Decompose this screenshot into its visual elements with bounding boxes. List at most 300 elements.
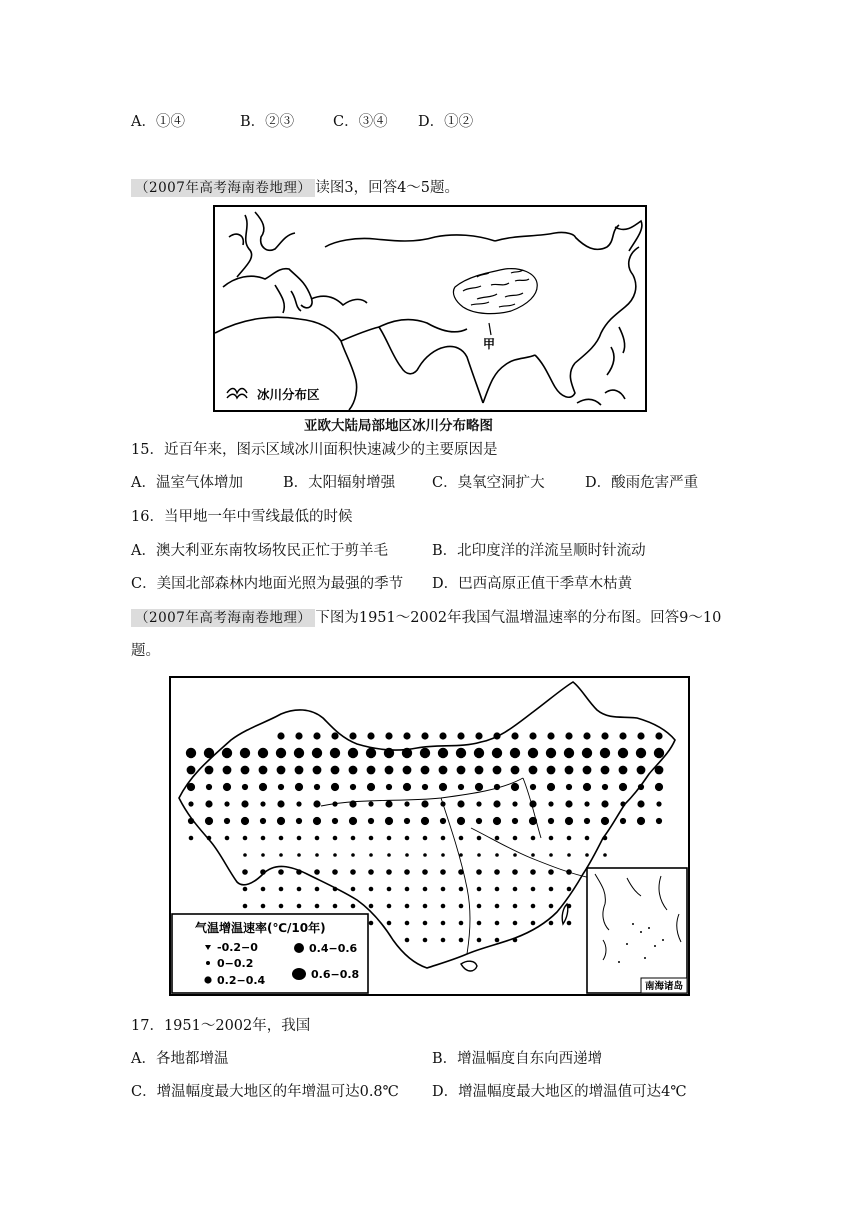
- warming-dot: [241, 800, 248, 807]
- warming-dot: [565, 800, 572, 807]
- warming-dot: [531, 853, 535, 857]
- warming-dot: [421, 817, 429, 825]
- warming-dot: [331, 732, 338, 739]
- q17-stem: 17．1951～2002年，我国: [131, 1018, 311, 1034]
- warming-dot: [441, 938, 446, 943]
- warming-dot: [475, 783, 483, 791]
- warming-dot: [187, 766, 196, 775]
- warming-dot: [584, 818, 590, 824]
- warming-dot: [585, 836, 590, 841]
- legend-symbol-3: [204, 976, 211, 983]
- warming-dot: [405, 921, 410, 926]
- warming-dot: [277, 817, 285, 825]
- warming-dot: [492, 748, 502, 758]
- q15-option-b: B．太阳辐射增强: [283, 475, 396, 491]
- warming-dot: [330, 748, 340, 758]
- warming-dot: [513, 836, 518, 841]
- warming-dot: [548, 818, 554, 824]
- warming-dot: [332, 801, 337, 806]
- warming-dot: [312, 748, 322, 758]
- warming-dot: [223, 783, 231, 791]
- warming-dot: [459, 904, 464, 909]
- warming-dot: [204, 748, 214, 758]
- legend-label-3: 0.2−0.4: [217, 974, 266, 987]
- warming-dot: [513, 853, 517, 857]
- warming-dot: [260, 869, 266, 875]
- warming-dot: [531, 904, 536, 909]
- warming-dot: [601, 732, 608, 739]
- warming-dot: [366, 748, 376, 758]
- warming-dot: [549, 836, 554, 841]
- warming-dot: [385, 800, 392, 807]
- warming-dot: [423, 904, 428, 909]
- legend-label-4: 0.4−0.6: [309, 942, 358, 955]
- warming-dot: [278, 869, 284, 875]
- warming-dot: [477, 921, 482, 926]
- warming-dot: [421, 800, 428, 807]
- warming-dot: [440, 869, 446, 875]
- warming-dot: [386, 784, 392, 790]
- warming-dot: [240, 748, 250, 758]
- legend-symbol-4: [294, 943, 304, 953]
- warming-dot: [277, 732, 284, 739]
- warming-dot: [314, 784, 320, 790]
- q16-stem: 16．当甲地一年中雪线最低的时候: [131, 509, 353, 525]
- warming-dot: [386, 869, 392, 875]
- warming-dot: [583, 732, 590, 739]
- warming-dot: [603, 836, 608, 841]
- warming-dot: [260, 801, 265, 806]
- warming-dot: [655, 732, 662, 739]
- warming-dot: [296, 801, 301, 806]
- prev-option-a: A．①④: [131, 114, 185, 130]
- warming-dot: [243, 904, 248, 909]
- warming-dot: [387, 921, 392, 926]
- warming-dot: [332, 869, 338, 875]
- warming-dot: [261, 853, 265, 857]
- warming-dot: [188, 818, 194, 824]
- warming-dot: [459, 836, 464, 841]
- warming-dot: [367, 783, 375, 791]
- warming-dot: [530, 784, 536, 790]
- q17-option-c: C．增温幅度最大地区的年增温可达0.8℃: [131, 1084, 399, 1100]
- warming-dot: [295, 732, 302, 739]
- warming-dot: [369, 887, 374, 892]
- warming-dot: [493, 800, 500, 807]
- warming-dot: [422, 784, 428, 790]
- warming-dot: [619, 732, 626, 739]
- warming-dot: [224, 801, 229, 806]
- warming-dot: [495, 887, 500, 892]
- warming-rate-map: [169, 676, 690, 996]
- warming-dot: [297, 836, 302, 841]
- warming-dot: [313, 732, 320, 739]
- warming-dot: [493, 766, 502, 775]
- warming-dot: [618, 748, 628, 758]
- warming-dot: [513, 921, 518, 926]
- warming-dot: [404, 801, 409, 806]
- warming-dot: [224, 818, 230, 824]
- warming-dot: [439, 732, 446, 739]
- warming-dot: [512, 869, 518, 875]
- warming-dot: [423, 836, 428, 841]
- warming-dot: [423, 938, 428, 943]
- warming-dot: [638, 784, 644, 790]
- warming-dot: [477, 904, 482, 909]
- warming-dot: [260, 818, 266, 824]
- warming-dot: [331, 783, 339, 791]
- warming-dot: [405, 938, 410, 943]
- warming-dot: [367, 766, 376, 775]
- q17-option-a: A．各地都增温: [131, 1051, 229, 1067]
- warming-dot: [585, 853, 589, 857]
- warming-dot: [315, 853, 319, 857]
- glacier-legend-label: 冰川分布区: [257, 387, 320, 402]
- warming-dot: [297, 904, 302, 909]
- warming-dot: [297, 853, 301, 857]
- warming-dot: [495, 836, 500, 841]
- warming-dot: [476, 869, 482, 875]
- warming-dot: [495, 853, 499, 857]
- warming-dot: [332, 818, 338, 824]
- warming-dot: [601, 817, 609, 825]
- warming-dot: [441, 904, 446, 909]
- warming-dot: [477, 938, 482, 943]
- warming-dot: [600, 748, 610, 758]
- warming-dot: [636, 748, 646, 758]
- warming-dot: [547, 783, 555, 791]
- warming-dot: [441, 921, 446, 926]
- warming-dot: [637, 732, 644, 739]
- warming-rate-map-drawing: [171, 678, 688, 994]
- warming-dot: [315, 904, 320, 909]
- warming-dot: [367, 732, 374, 739]
- q15-option-a: A．温室气体增加: [131, 475, 243, 491]
- warming-dot: [529, 817, 537, 825]
- intro-2: [131, 608, 721, 628]
- warming-dot: [655, 766, 664, 775]
- warming-dot: [619, 766, 628, 775]
- q15-option-d: D．酸雨危害严重: [585, 475, 699, 491]
- warming-dot: [457, 817, 465, 825]
- warming-dot: [512, 818, 518, 824]
- warming-dot: [459, 921, 464, 926]
- warming-dot: [259, 766, 268, 775]
- label-jia: 甲: [483, 337, 496, 351]
- warming-dot: [655, 783, 663, 791]
- warming-dot: [189, 836, 194, 841]
- warming-dot: [279, 853, 283, 857]
- warming-dot: [331, 766, 340, 775]
- warming-dot: [475, 766, 484, 775]
- warming-dot: [350, 869, 356, 875]
- warming-dot: [494, 784, 500, 790]
- warming-dot: [511, 783, 519, 791]
- warming-dot: [333, 836, 338, 841]
- warming-dot: [510, 748, 520, 758]
- warming-dot: [351, 904, 356, 909]
- warming-dot: [279, 904, 284, 909]
- warming-dot: [259, 783, 267, 791]
- warming-dot: [457, 732, 464, 739]
- warming-dot: [242, 784, 248, 790]
- warming-dot: [582, 748, 592, 758]
- warming-dot: [567, 853, 571, 857]
- warming-dot: [421, 732, 428, 739]
- legend-label-2: 0−0.2: [217, 957, 254, 970]
- legend-symbol-5: [292, 968, 306, 980]
- warming-dot: [387, 836, 392, 841]
- warming-dot: [565, 817, 573, 825]
- warming-dot: [476, 818, 482, 824]
- warming-dot: [384, 748, 394, 758]
- warming-dot: [261, 836, 266, 841]
- warming-dot: [567, 921, 572, 926]
- warming-dot: [620, 818, 626, 824]
- warming-dot: [475, 732, 482, 739]
- warming-dot: [458, 784, 464, 790]
- warming-dot: [403, 766, 412, 775]
- legend-title: 气温增温速率(℃/10年): [195, 921, 326, 935]
- warming-dot: [513, 904, 518, 909]
- warming-dot: [529, 766, 538, 775]
- warming-dot: [440, 801, 445, 806]
- warming-dot: [369, 904, 374, 909]
- warming-dot: [242, 869, 248, 875]
- q16-option-d: D．巴西高原正值干季草木枯黄: [432, 576, 633, 592]
- legend-label-5: 0.6−0.8: [311, 968, 360, 981]
- warming-dot: [423, 887, 428, 892]
- warming-dot: [277, 800, 284, 807]
- warming-dot: [348, 748, 358, 758]
- source-tag-1: （2007年高考海南卷地理）: [131, 179, 315, 197]
- q15-stem: 15．近百年来，图示区域冰川面积快速减少的主要原因是: [131, 442, 498, 458]
- source-tag-2: （2007年高考海南卷地理）: [131, 609, 315, 627]
- warming-dot: [279, 836, 284, 841]
- warming-dot: [531, 887, 536, 892]
- warming-dot: [459, 938, 464, 943]
- warming-dot: [295, 766, 304, 775]
- warming-dot: [223, 766, 232, 775]
- warming-dot: [547, 766, 556, 775]
- warming-dot: [422, 869, 428, 875]
- warming-dot: [567, 836, 572, 841]
- warming-dot: [619, 783, 627, 791]
- warming-dot: [656, 801, 661, 806]
- inset-label: 南海诸岛: [645, 981, 684, 992]
- warming-dot: [459, 853, 463, 857]
- warming-dot: [441, 887, 446, 892]
- warming-dot: [387, 887, 392, 892]
- warming-dot: [477, 887, 482, 892]
- warming-dot: [549, 904, 554, 909]
- warming-dot: [405, 887, 410, 892]
- q16-option-a: A．澳大利亚东南牧场牧民正忙于剪羊毛: [131, 543, 388, 559]
- warming-dot: [222, 748, 232, 758]
- intro-2-cont: 题。: [131, 643, 160, 659]
- warming-dot: [349, 732, 356, 739]
- warming-dot: [493, 732, 500, 739]
- warming-dot: [495, 904, 500, 909]
- warming-dot: [531, 836, 536, 841]
- warming-dot: [564, 748, 574, 758]
- warming-dot: [654, 748, 664, 758]
- legend-symbol-2: [206, 961, 210, 965]
- warming-dot: [549, 853, 553, 857]
- warming-dot: [243, 887, 248, 892]
- warming-dot: [403, 732, 410, 739]
- prev-option-d: D．①②: [418, 114, 474, 130]
- warming-dot: [258, 748, 268, 758]
- warming-dot: [441, 836, 446, 841]
- warming-dot: [420, 748, 430, 758]
- prev-option-c: C．③④: [333, 114, 388, 130]
- glacier-map-caption: 亚欧大陆局部地区冰川分布略图: [304, 418, 493, 434]
- warming-dot: [333, 887, 338, 892]
- warming-dot: [567, 887, 572, 892]
- warming-dot: [314, 869, 320, 875]
- warming-dot: [529, 800, 536, 807]
- warming-dot: [566, 869, 572, 875]
- warming-dot: [583, 766, 592, 775]
- warming-dot: [656, 818, 662, 824]
- warming-dot: [294, 748, 304, 758]
- warming-dot: [458, 869, 464, 875]
- glacier-map: [213, 205, 647, 412]
- warming-dot: [296, 869, 302, 875]
- warming-dot: [438, 748, 448, 758]
- warming-dot: [459, 887, 464, 892]
- warming-dot: [261, 887, 266, 892]
- warming-dot: [547, 732, 554, 739]
- warming-dot: [477, 836, 482, 841]
- warming-dot: [295, 783, 303, 791]
- warming-dot: [313, 817, 321, 825]
- warming-dot: [495, 938, 500, 943]
- warming-dot: [528, 748, 538, 758]
- warming-dot: [349, 800, 356, 807]
- warming-dot: [313, 766, 322, 775]
- warming-dot: [405, 904, 410, 909]
- q17-option-b: B．增温幅度自东向西递增: [432, 1051, 603, 1067]
- warming-dot: [530, 869, 536, 875]
- warming-dot: [369, 921, 374, 926]
- warming-dot: [241, 766, 250, 775]
- warming-dot: [549, 887, 554, 892]
- warming-dot: [583, 783, 591, 791]
- warming-dot: [403, 783, 411, 791]
- warming-dot: [457, 766, 466, 775]
- warming-dot: [279, 887, 284, 892]
- warming-dot: [404, 869, 410, 875]
- warming-dot: [351, 836, 356, 841]
- warming-dot: [601, 800, 608, 807]
- warming-dot: [296, 818, 302, 824]
- warming-dot: [278, 784, 284, 790]
- warming-dot: [620, 801, 625, 806]
- warming-dot: [205, 766, 214, 775]
- warming-dot: [261, 904, 266, 909]
- warming-dot: [637, 800, 644, 807]
- warming-dot: [187, 783, 195, 791]
- warming-dot: [186, 748, 196, 758]
- warming-dot: [565, 732, 572, 739]
- warming-dot: [369, 836, 374, 841]
- intro-2-text: 下图为1951～2002年我国气温增温速率的分布图。回答9～10: [315, 610, 722, 626]
- warming-dot: [276, 748, 286, 758]
- warming-dot: [225, 836, 230, 841]
- warming-dot: [546, 748, 556, 758]
- warming-dot: [333, 853, 337, 857]
- warming-dot: [601, 766, 610, 775]
- warming-dot: [439, 766, 448, 775]
- warming-dot: [351, 887, 356, 892]
- warming-dot: [421, 766, 430, 775]
- legend-label-1: -0.2−0: [217, 941, 258, 954]
- warming-dot: [529, 732, 536, 739]
- warming-dot: [637, 817, 645, 825]
- warming-dot: [277, 766, 286, 775]
- warming-dot: [315, 887, 320, 892]
- warming-dot: [368, 818, 374, 824]
- warming-dot: [584, 801, 589, 806]
- warming-dot: [441, 853, 445, 857]
- q16-option-b: B．北印度洋的洋流呈顺时针流动: [432, 543, 646, 559]
- warming-dot: [369, 853, 373, 857]
- warming-dot: [349, 766, 358, 775]
- warming-dot: [315, 836, 320, 841]
- warming-dot: [565, 766, 574, 775]
- warming-dot: [511, 732, 518, 739]
- warming-dot: [207, 836, 212, 841]
- warming-dot: [351, 853, 355, 857]
- warming-dot: [637, 766, 646, 775]
- warming-dot: [387, 904, 392, 909]
- warming-dot: [333, 904, 338, 909]
- warming-dot: [387, 853, 391, 857]
- prev-option-b: B．②③: [240, 114, 295, 130]
- warming-dot: [385, 766, 394, 775]
- glacier-legend-icon: [227, 389, 247, 399]
- warming-dot: [423, 853, 427, 857]
- warming-dot: [368, 869, 374, 875]
- warming-dot: [405, 853, 409, 857]
- warming-dot: [440, 818, 446, 824]
- warming-dot: [513, 938, 518, 943]
- warming-dot: [423, 921, 428, 926]
- intro-1: [131, 178, 459, 198]
- warming-dot: [603, 853, 607, 857]
- glacier-map-drawing: [215, 207, 645, 410]
- warming-dot: [512, 801, 517, 806]
- warming-dot: [368, 801, 373, 806]
- warming-dot: [313, 800, 320, 807]
- warming-dot: [241, 817, 249, 825]
- warming-dot: [297, 887, 302, 892]
- warming-dot: [404, 818, 410, 824]
- warming-dot: [474, 748, 484, 758]
- q15-option-c: C．臭氧空洞扩大: [432, 475, 545, 491]
- warming-dot: [566, 784, 572, 790]
- warming-dot: [477, 853, 481, 857]
- warming-dot: [402, 748, 412, 758]
- warming-dot: [548, 869, 554, 875]
- warming-dot: [439, 783, 447, 791]
- warming-dot: [549, 921, 554, 926]
- warming-dot: [548, 801, 553, 806]
- warming-dot: [531, 921, 536, 926]
- warming-dot: [349, 817, 357, 825]
